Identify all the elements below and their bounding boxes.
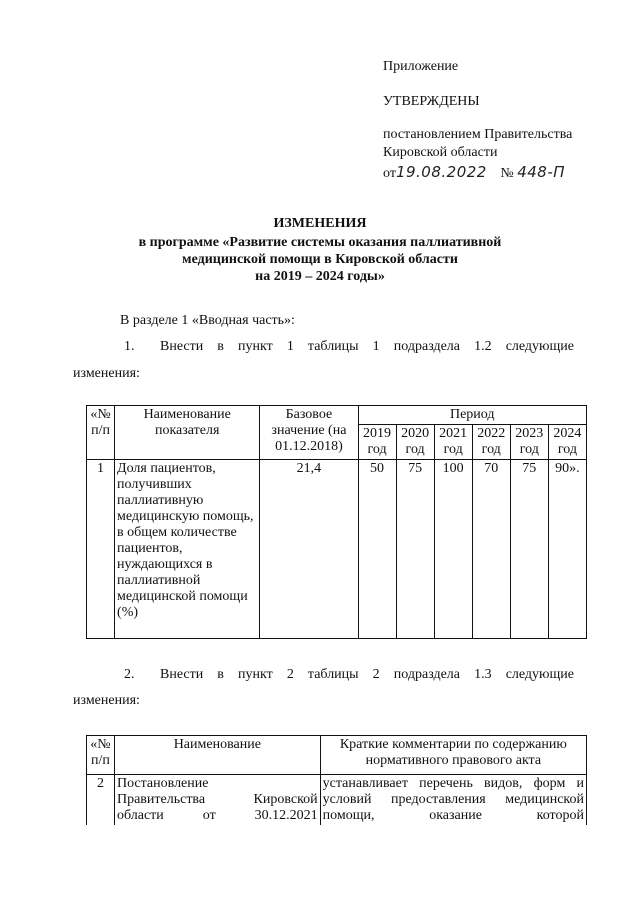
number-label: № [500,166,514,181]
approved-label: УТВЕРЖДЕНЫ [383,94,480,109]
value-2021: 100 [434,460,472,639]
row-comment [320,775,586,826]
value-2023: 75 [510,460,548,639]
comment-word: которой [536,808,584,823]
decree-line-2: Кировской области [383,145,498,160]
comment-line-3 [323,808,584,824]
item-2-text: Внести в пункт 2 таблицы 2 подраздела 1.3 следующие [160,667,574,682]
value-2024: 90». [548,460,586,639]
acts-table [86,735,587,825]
name-word: 30.12.2021 [254,808,318,823]
header-period: Период [358,406,586,425]
header-comment: Краткие комментарии по содержанию нормативного правового акта [320,736,586,775]
decree-line-1: постановлением Правительства [383,127,573,142]
item-1-text: Внести в пункт 1 таблицы 1 подраздела 1.2 следующие [160,339,574,354]
header-name: Наименование [114,736,320,775]
row-num: 2 [87,775,115,826]
year-2021: 2021 год [434,425,472,460]
name-word: области [116,808,164,823]
doc-title-line-2: в программе «Развитие системы оказания паллиативной [138,235,502,250]
year-2024: 2024 год [548,425,586,460]
year-2019: 2019 год [358,425,396,460]
name-word: Правительства [116,792,206,807]
table-row [87,775,587,826]
header-num: «№ п/п [87,736,115,775]
row-name: Доля пациентов, получивших паллиативную медицинскую помощь, в общем количестве пациентов, нуждающихся в паллиативной медицинской помощи (%) [115,460,260,639]
name-word: Кировской [253,792,318,807]
decree-date-line [383,163,565,183]
comment-line-1: устанавливает перечень видов, форм и [322,776,584,791]
item-1-number: 1. [124,339,135,354]
doc-title-line-3: медицинской помощи в Кировской области [182,252,458,267]
section-intro: В разделе 1 «Вводная часть»: [120,313,295,328]
doc-title: ИЗМЕНЕНИЯ [273,216,367,231]
comment-word: помощи, [322,808,375,823]
comment-line-2: условий предоставления медицинской [322,792,584,807]
value-2022: 70 [472,460,510,639]
value-2019: 50 [358,460,396,639]
handwritten-date: 19.08.2022 [395,163,487,181]
doc-title-line-4: на 2019 – 2024 годы» [255,269,385,284]
table-row [87,460,587,639]
value-2020: 75 [396,460,434,639]
indicators-table [86,405,587,639]
item-2-number: 2. [124,667,135,682]
item-1-cont: изменения: [73,366,140,381]
from-label: от [383,166,396,181]
header-name: Наименование показателя [115,406,260,460]
year-2022: 2022 год [472,425,510,460]
name-word: от [202,808,216,823]
comment-word: оказание [429,808,482,823]
row-num: 1 [87,460,115,639]
name-line-1: Постановление [116,776,209,791]
item-2-cont: изменения: [73,693,140,708]
header-base: Базовое значение (на 01.12.2018) [260,406,358,460]
header-num: «№ п/п [87,406,115,460]
name-line-2 [117,792,318,808]
name-line-3 [117,808,318,824]
year-2023: 2023 год [510,425,548,460]
appendix-label: Приложение [383,59,459,74]
year-2020: 2020 год [396,425,434,460]
row-name [114,775,320,826]
row-base: 21,4 [260,460,358,639]
handwritten-number: 448-П [517,163,566,181]
